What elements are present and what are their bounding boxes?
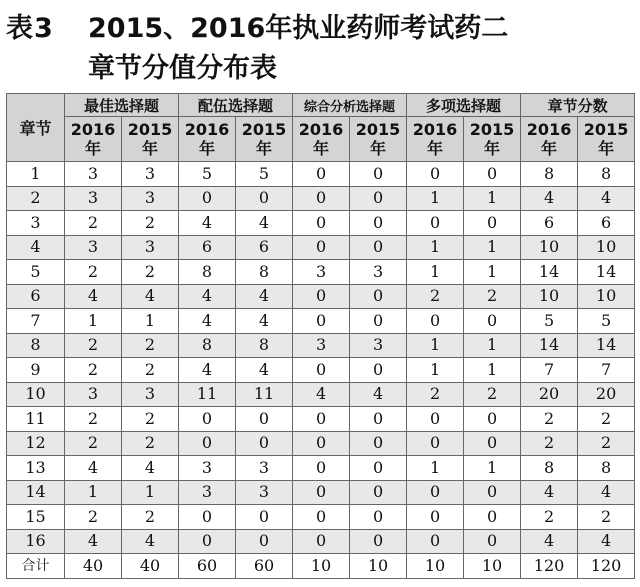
table-row [7, 529, 635, 554]
score-cell: 4 [65, 284, 122, 309]
total-row [7, 554, 635, 579]
score-cell: 2 [65, 333, 122, 358]
table-row [7, 235, 635, 260]
score-cell: 3 [122, 186, 179, 211]
score-cell: 2 [122, 260, 179, 285]
score-cell: 5 [236, 162, 293, 187]
table-row [7, 211, 635, 236]
chapter-cell: 2 [7, 186, 65, 211]
score-cell: 0 [464, 162, 521, 187]
score-cell: 8 [578, 162, 635, 187]
group-header-comprehensive: 综合分析选择题 [293, 94, 407, 117]
score-cell: 7 [578, 358, 635, 383]
score-cell: 2 [464, 382, 521, 407]
score-cell: 3 [293, 333, 350, 358]
total-cell: 10 [350, 554, 407, 579]
score-cell: 3 [65, 162, 122, 187]
score-cell: 4 [578, 480, 635, 505]
total-cell: 60 [236, 554, 293, 579]
title-line-2: 章节分值分布表 [88, 53, 277, 84]
score-distribution-table [6, 93, 635, 579]
score-cell: 4 [65, 456, 122, 481]
score-cell: 1 [464, 456, 521, 481]
score-cell: 4 [350, 382, 407, 407]
score-cell: 3 [122, 162, 179, 187]
score-cell: 4 [179, 309, 236, 334]
score-cell: 0 [350, 309, 407, 334]
score-cell: 3 [65, 382, 122, 407]
chapter-cell: 3 [7, 211, 65, 236]
table-row [7, 505, 635, 530]
score-cell: 1 [407, 260, 464, 285]
score-cell: 0 [293, 186, 350, 211]
score-cell: 3 [65, 186, 122, 211]
score-cell: 6 [578, 211, 635, 236]
score-cell: 10 [521, 235, 578, 260]
chapter-cell: 5 [7, 260, 65, 285]
score-cell: 2 [578, 407, 635, 432]
score-cell: 0 [293, 358, 350, 383]
score-cell: 0 [407, 407, 464, 432]
score-cell: 0 [236, 505, 293, 530]
score-cell: 2 [65, 431, 122, 456]
chapter-cell: 15 [7, 505, 65, 530]
score-cell: 7 [521, 358, 578, 383]
score-cell: 3 [293, 260, 350, 285]
year-header-cell: 2015 年 [236, 117, 293, 162]
score-cell: 4 [122, 284, 179, 309]
score-cell: 10 [521, 284, 578, 309]
total-cell: 60 [179, 554, 236, 579]
score-cell: 1 [122, 480, 179, 505]
score-cell: 2 [521, 505, 578, 530]
score-cell: 8 [236, 260, 293, 285]
score-cell: 4 [521, 529, 578, 554]
title-line-1: 2015、2016年执业药师考试药二 [88, 13, 509, 44]
score-cell: 4 [122, 529, 179, 554]
score-cell: 0 [350, 407, 407, 432]
score-cell: 1 [464, 260, 521, 285]
score-cell: 0 [350, 431, 407, 456]
score-cell: 0 [350, 284, 407, 309]
chapter-cell: 8 [7, 333, 65, 358]
score-cell: 4 [179, 358, 236, 383]
score-cell: 4 [578, 529, 635, 554]
table-number: 表3 [6, 13, 54, 44]
score-cell: 4 [521, 480, 578, 505]
year-header-row [7, 117, 635, 162]
score-cell: 4 [293, 382, 350, 407]
table-body [7, 162, 635, 579]
chapter-cell: 4 [7, 235, 65, 260]
score-cell: 0 [464, 529, 521, 554]
score-cell: 5 [521, 309, 578, 334]
year-header-cell: 2015 年 [578, 117, 635, 162]
table-row [7, 382, 635, 407]
score-cell: 14 [521, 260, 578, 285]
score-cell: 0 [407, 162, 464, 187]
score-cell: 0 [236, 431, 293, 456]
score-cell: 0 [407, 309, 464, 334]
score-cell: 2 [65, 407, 122, 432]
score-cell: 0 [293, 284, 350, 309]
score-cell: 8 [179, 260, 236, 285]
score-cell: 11 [236, 382, 293, 407]
score-cell: 2 [407, 284, 464, 309]
score-cell: 4 [236, 358, 293, 383]
score-cell: 1 [464, 186, 521, 211]
score-cell: 4 [521, 186, 578, 211]
year-header-cell: 2015 年 [122, 117, 179, 162]
score-cell: 5 [179, 162, 236, 187]
score-cell: 4 [179, 284, 236, 309]
score-cell: 0 [293, 505, 350, 530]
score-cell: 2 [122, 431, 179, 456]
table-row [7, 358, 635, 383]
score-cell: 6 [521, 211, 578, 236]
total-cell: 120 [521, 554, 578, 579]
score-cell: 4 [179, 211, 236, 236]
group-header-best-choice: 最佳选择题 [65, 94, 179, 117]
table-row [7, 431, 635, 456]
score-cell: 4 [236, 284, 293, 309]
score-cell: 0 [350, 480, 407, 505]
score-cell: 3 [350, 260, 407, 285]
score-cell: 2 [521, 407, 578, 432]
score-cell: 0 [179, 529, 236, 554]
year-header-cell: 2016 年 [521, 117, 578, 162]
score-cell: 0 [350, 211, 407, 236]
chapter-cell: 16 [7, 529, 65, 554]
score-cell: 4 [578, 186, 635, 211]
score-cell: 0 [407, 480, 464, 505]
chapter-cell: 1 [7, 162, 65, 187]
group-header-matching: 配伍选择题 [179, 94, 293, 117]
score-cell: 6 [236, 235, 293, 260]
score-cell: 8 [578, 456, 635, 481]
score-cell: 0 [236, 407, 293, 432]
score-cell: 0 [236, 186, 293, 211]
score-cell: 0 [293, 309, 350, 334]
score-cell: 0 [293, 407, 350, 432]
score-cell: 0 [350, 186, 407, 211]
score-cell: 0 [179, 505, 236, 530]
score-cell: 3 [236, 480, 293, 505]
score-cell: 3 [122, 382, 179, 407]
score-cell: 0 [293, 456, 350, 481]
year-header-cell: 2016 年 [407, 117, 464, 162]
score-cell: 4 [236, 309, 293, 334]
score-cell: 1 [464, 358, 521, 383]
score-cell: 1 [407, 456, 464, 481]
score-cell: 0 [407, 431, 464, 456]
score-cell: 5 [578, 309, 635, 334]
score-cell: 8 [521, 162, 578, 187]
score-cell: 1 [65, 309, 122, 334]
table-row [7, 284, 635, 309]
year-header-cell: 2016 年 [179, 117, 236, 162]
score-cell: 1 [407, 358, 464, 383]
group-header-chapter-score: 章节分数 [521, 94, 635, 117]
score-cell: 0 [293, 211, 350, 236]
score-cell: 0 [464, 431, 521, 456]
chapter-cell: 6 [7, 284, 65, 309]
score-cell: 0 [179, 407, 236, 432]
score-cell: 6 [179, 235, 236, 260]
score-cell: 1 [407, 333, 464, 358]
score-cell: 0 [350, 529, 407, 554]
score-cell: 0 [464, 309, 521, 334]
score-cell: 3 [350, 333, 407, 358]
table-row [7, 309, 635, 334]
score-cell: 2 [122, 333, 179, 358]
score-cell: 4 [65, 529, 122, 554]
score-cell: 8 [179, 333, 236, 358]
year-header-cell: 2016 年 [293, 117, 350, 162]
score-cell: 2 [464, 284, 521, 309]
score-cell: 3 [122, 235, 179, 260]
table-row [7, 407, 635, 432]
score-cell: 3 [236, 456, 293, 481]
chapter-cell: 12 [7, 431, 65, 456]
score-cell: 3 [179, 456, 236, 481]
year-header-cell: 2016 年 [65, 117, 122, 162]
total-cell: 10 [464, 554, 521, 579]
score-cell: 0 [464, 480, 521, 505]
score-cell: 2 [578, 431, 635, 456]
score-cell: 0 [407, 529, 464, 554]
score-cell: 2 [65, 260, 122, 285]
score-cell: 0 [464, 505, 521, 530]
score-cell: 0 [293, 431, 350, 456]
score-cell: 0 [350, 235, 407, 260]
score-cell: 1 [407, 235, 464, 260]
score-cell: 0 [407, 211, 464, 236]
score-cell: 0 [350, 505, 407, 530]
score-cell: 14 [578, 333, 635, 358]
score-cell: 14 [521, 333, 578, 358]
score-cell: 11 [179, 382, 236, 407]
table-row [7, 456, 635, 481]
chapter-cell: 10 [7, 382, 65, 407]
score-cell: 14 [578, 260, 635, 285]
total-cell: 10 [407, 554, 464, 579]
total-label: 合计 [7, 554, 65, 579]
document-title [0, 0, 640, 88]
score-cell: 1 [407, 186, 464, 211]
chapter-cell: 7 [7, 309, 65, 334]
score-cell: 1 [65, 480, 122, 505]
score-cell: 2 [122, 358, 179, 383]
score-cell: 0 [236, 529, 293, 554]
score-cell: 1 [464, 333, 521, 358]
score-cell: 20 [578, 382, 635, 407]
score-cell: 0 [464, 407, 521, 432]
year-header-cell: 2015 年 [464, 117, 521, 162]
table-row [7, 480, 635, 505]
score-cell: 1 [464, 235, 521, 260]
table-row [7, 333, 635, 358]
year-header-cell: 2015 年 [350, 117, 407, 162]
score-cell: 0 [293, 529, 350, 554]
score-cell: 0 [350, 358, 407, 383]
score-cell: 0 [350, 456, 407, 481]
chapter-header: 章节 [7, 94, 65, 162]
score-cell: 0 [293, 162, 350, 187]
total-cell: 10 [293, 554, 350, 579]
score-cell: 0 [464, 211, 521, 236]
total-cell: 120 [578, 554, 635, 579]
table-row [7, 186, 635, 211]
chapter-cell: 14 [7, 480, 65, 505]
score-cell: 2 [521, 431, 578, 456]
score-cell: 2 [122, 407, 179, 432]
score-cell: 0 [293, 480, 350, 505]
score-cell: 2 [65, 211, 122, 236]
score-cell: 0 [179, 431, 236, 456]
total-cell: 40 [122, 554, 179, 579]
score-cell: 10 [578, 284, 635, 309]
chapter-cell: 11 [7, 407, 65, 432]
score-cell: 4 [122, 456, 179, 481]
chapter-cell: 9 [7, 358, 65, 383]
group-header-row [7, 94, 635, 117]
score-cell: 2 [578, 505, 635, 530]
score-cell: 4 [236, 211, 293, 236]
score-cell: 8 [521, 456, 578, 481]
score-cell: 2 [122, 505, 179, 530]
table-row [7, 162, 635, 187]
group-header-multiple-choice: 多项选择题 [407, 94, 521, 117]
score-cell: 0 [350, 162, 407, 187]
score-cell: 0 [293, 235, 350, 260]
score-cell: 2 [122, 211, 179, 236]
score-cell: 10 [578, 235, 635, 260]
table-row [7, 260, 635, 285]
score-cell: 0 [407, 505, 464, 530]
score-cell: 2 [65, 505, 122, 530]
score-cell: 0 [179, 186, 236, 211]
score-cell: 2 [407, 382, 464, 407]
total-cell: 40 [65, 554, 122, 579]
score-cell: 8 [236, 333, 293, 358]
score-cell: 20 [521, 382, 578, 407]
score-cell: 3 [65, 235, 122, 260]
chapter-cell: 13 [7, 456, 65, 481]
score-cell: 1 [122, 309, 179, 334]
score-cell: 3 [179, 480, 236, 505]
score-cell: 2 [65, 358, 122, 383]
